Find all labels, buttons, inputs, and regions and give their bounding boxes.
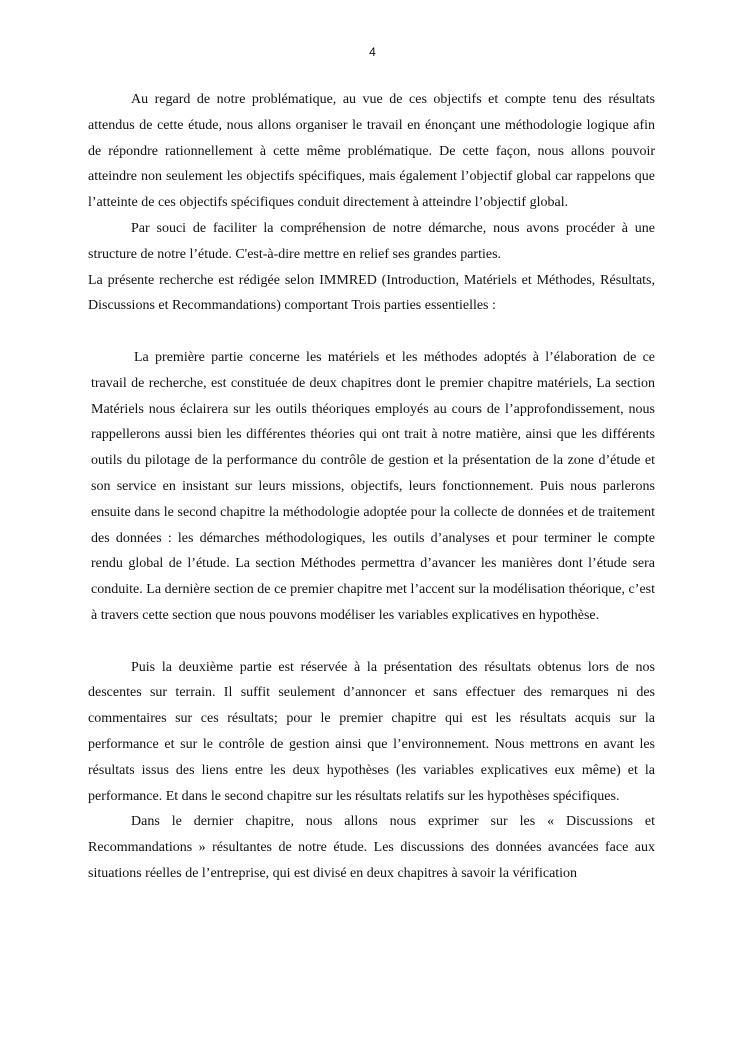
paragraph-last-chapter: Dans le dernier chapitre, nous allons nous exprimer sur les « Discussions et Recommandations » résultantes de notre étude. Les discussions des données avancées face aux situations réelles de l’entreprise, qui est divisé en deux chapitres à savoir la vérification — [88, 814, 655, 881]
paragraph-spacer — [88, 629, 655, 655]
page-number: 4 — [369, 45, 376, 59]
document-body — [88, 87, 655, 887]
paragraph-first-part: La première partie concerne les matériels et les méthodes adoptés à l’élaboration de ce travail de recherche, est constituée de deux chapitres dont le premier chapitre matériels, La section Matériels nous éclairera sur les outils théoriques employés au cours de l’approfondissement, nous rappellerons aussi bien les différentes théories qui ont trait à notre matière, ainsi que les différents outils du pilotage de la performance du contrôle de gestion et la présentation de la zone d’étude et son service en insistant sur leurs missions, objectifs, leurs fonctionnement. Puis nous parlerons ensuite dans le second chapitre la méthodologie adoptée pour la collecte de données et de traitement des données : les démarches méthodologiques, les outils d’analyses et pour terminer le compte rendu global de l’étude. La section Méthodes permettra d’avancer les manières dont l’étude sera conduite. La dernière section de ce premier chapitre met l’accent sur la modélisation théorique, c’est à travers cette section que nous pouvons modéliser les variables explicatives en hypothèse. — [91, 349, 655, 623]
paragraph-intro: Au regard de notre problématique, au vue de ces objectifs et compte tenu des résultats attendus de cette étude, nous allons organiser le travail en énonçant une méthodologie logique afin de répondre rationnellement à cette même problématique. De cette façon, nous allons pouvoir atteindre non seulement les objectifs spécifiques, mais également l’objectif global car rappelons que l’atteinte de ces objectifs spécifiques conduit directement à atteindre l’objectif global. — [88, 92, 655, 211]
paragraph-second-part: Puis la deuxième partie est réservée à la présentation des résultats obtenus lors de nos descentes sur terrain. Il suffit seulement d’annoncer et sans effectuer des remarques ni des commentaires sur ces résultats; pour le premier chapitre qui est les résultats acquis sur la performance et sur le contrôle de gestion ainsi que l’environnement. Nous mettrons en avant les résultats issus des liens entre les deux hypothèses (les variables explicatives eux même) et la performance. Et dans le second chapitre sur les résultats relatifs sur les hypothèses spécifiques. — [88, 659, 655, 804]
paragraph-structure: Par souci de faciliter la compréhension de notre démarche, nous avons procéder à une structure de notre l’étude. C'est-à-dire mettre en relief ses grandes parties. — [88, 220, 655, 262]
paragraph-immred: La présente recherche est rédigée selon IMMRED (Introduction, Matériels et Méthodes, Résultats, Discussions et Recommandations) comportant Trois parties essentielles : — [88, 272, 655, 314]
paragraph-spacer — [88, 319, 655, 345]
